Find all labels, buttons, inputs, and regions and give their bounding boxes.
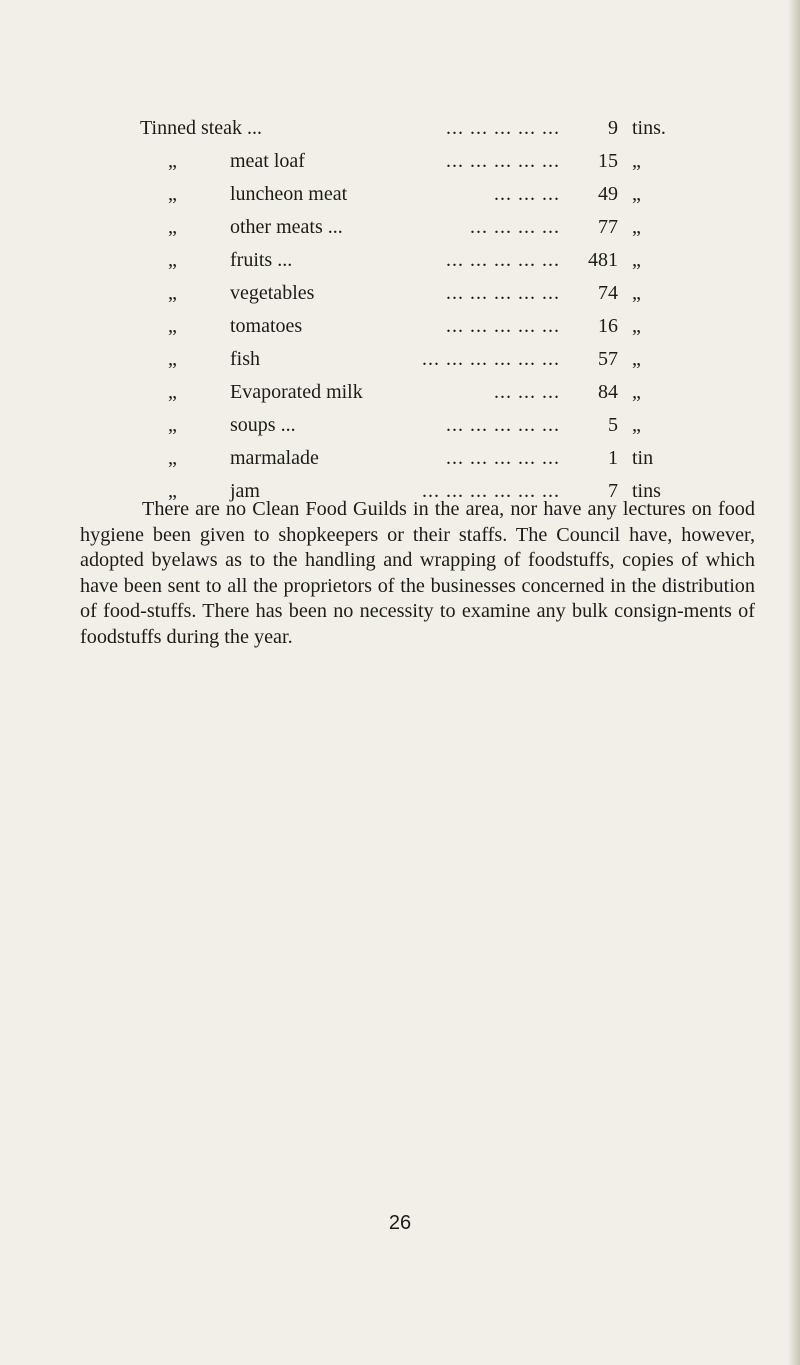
quantity: 74 bbox=[598, 282, 618, 304]
quantity: 84 bbox=[598, 381, 618, 403]
leader-dots: ... ... ... bbox=[494, 183, 560, 205]
unit: „ bbox=[632, 348, 641, 370]
unit: „ bbox=[632, 150, 641, 172]
item-name: tomatoes bbox=[230, 315, 303, 337]
leader-dots: ... ... ... ... ... ... bbox=[422, 348, 560, 370]
table-row bbox=[0, 344, 800, 374]
paragraph-text: There are no Clean Food Guilds in the area, nor have any lectures on food hygiene been given to shopkeepers or their staffs. The Council have, however, adopted byelaws as to the handling and wrapping of foodstuffs, copies of which have been sent to all the proprietors of the businesses concerned in the distribution of food-stuffs. There has been no necessity to examine any bulk consign-ments of foodstuffs during the year. bbox=[80, 498, 755, 648]
item-name: Tinned steak ... bbox=[140, 117, 263, 139]
ditto-mark: „ bbox=[168, 414, 177, 436]
ditto-mark: „ bbox=[168, 348, 177, 370]
table-row bbox=[0, 278, 800, 308]
table-row bbox=[0, 311, 800, 341]
item-name: vegetables bbox=[230, 282, 315, 304]
unit: „ bbox=[632, 315, 641, 337]
item-name: other meats ... bbox=[230, 216, 343, 238]
quantity: 15 bbox=[598, 150, 618, 172]
leader-dots: ... ... ... ... bbox=[470, 216, 560, 238]
table-row bbox=[0, 146, 800, 176]
item-name: fish bbox=[230, 348, 260, 370]
unit: tins. bbox=[632, 117, 666, 139]
leader-dots: ... ... ... bbox=[494, 381, 560, 403]
quantity: 49 bbox=[598, 183, 618, 205]
item-name: meat loaf bbox=[230, 150, 305, 172]
item-name: luncheon meat bbox=[230, 183, 348, 205]
leader-dots: ... ... ... ... ... bbox=[446, 447, 560, 469]
table-row bbox=[0, 410, 800, 440]
ditto-mark: „ bbox=[168, 282, 177, 304]
item-name: soups ... bbox=[230, 414, 296, 436]
ditto-mark: „ bbox=[168, 216, 177, 238]
leader-dots: ... ... ... ... ... bbox=[446, 150, 560, 172]
ditto-mark: „ bbox=[168, 183, 177, 205]
leader-dots: ... ... ... ... ... bbox=[446, 249, 560, 271]
table-row bbox=[0, 377, 800, 407]
table-row bbox=[0, 245, 800, 275]
unit: „ bbox=[632, 249, 641, 271]
unit: „ bbox=[632, 414, 641, 436]
quantity: 16 bbox=[598, 315, 618, 337]
ditto-mark: „ bbox=[168, 249, 177, 271]
ditto-mark: „ bbox=[168, 315, 177, 337]
table-row bbox=[0, 113, 800, 143]
table-row bbox=[0, 443, 800, 473]
ditto-mark: „ bbox=[168, 150, 177, 172]
quantity: 5 bbox=[608, 414, 618, 436]
unit: tin bbox=[632, 447, 654, 469]
unit: „ bbox=[632, 183, 641, 205]
unit: „ bbox=[632, 381, 641, 403]
item-name: marmalade bbox=[230, 447, 319, 469]
unit: tins bbox=[632, 480, 661, 502]
leader-dots: ... ... ... ... ... bbox=[446, 414, 560, 436]
ditto-mark: „ bbox=[168, 480, 177, 502]
quantity: 1 bbox=[608, 447, 618, 469]
leader-dots: ... ... ... ... ... bbox=[446, 117, 560, 139]
table-row bbox=[0, 179, 800, 209]
quantity: 7 bbox=[608, 480, 618, 502]
item-name: Evaporated milk bbox=[230, 381, 363, 403]
table-row bbox=[0, 212, 800, 242]
unit: „ bbox=[632, 216, 641, 238]
page-number: 26 bbox=[388, 1212, 412, 1234]
body-paragraph bbox=[80, 497, 755, 651]
quantity: 77 bbox=[598, 216, 618, 238]
unit: „ bbox=[632, 282, 641, 304]
quantity: 9 bbox=[608, 117, 618, 139]
leader-dots: ... ... ... ... ... bbox=[446, 282, 560, 304]
ditto-mark: „ bbox=[168, 381, 177, 403]
leader-dots: ... ... ... ... ... bbox=[446, 315, 560, 337]
quantity: 57 bbox=[598, 348, 618, 370]
item-name: jam bbox=[230, 480, 260, 502]
item-name: fruits ... bbox=[230, 249, 293, 271]
leader-dots: ... ... ... ... ... ... bbox=[422, 480, 560, 502]
ditto-mark: „ bbox=[168, 447, 177, 469]
quantity: 481 bbox=[588, 249, 618, 271]
